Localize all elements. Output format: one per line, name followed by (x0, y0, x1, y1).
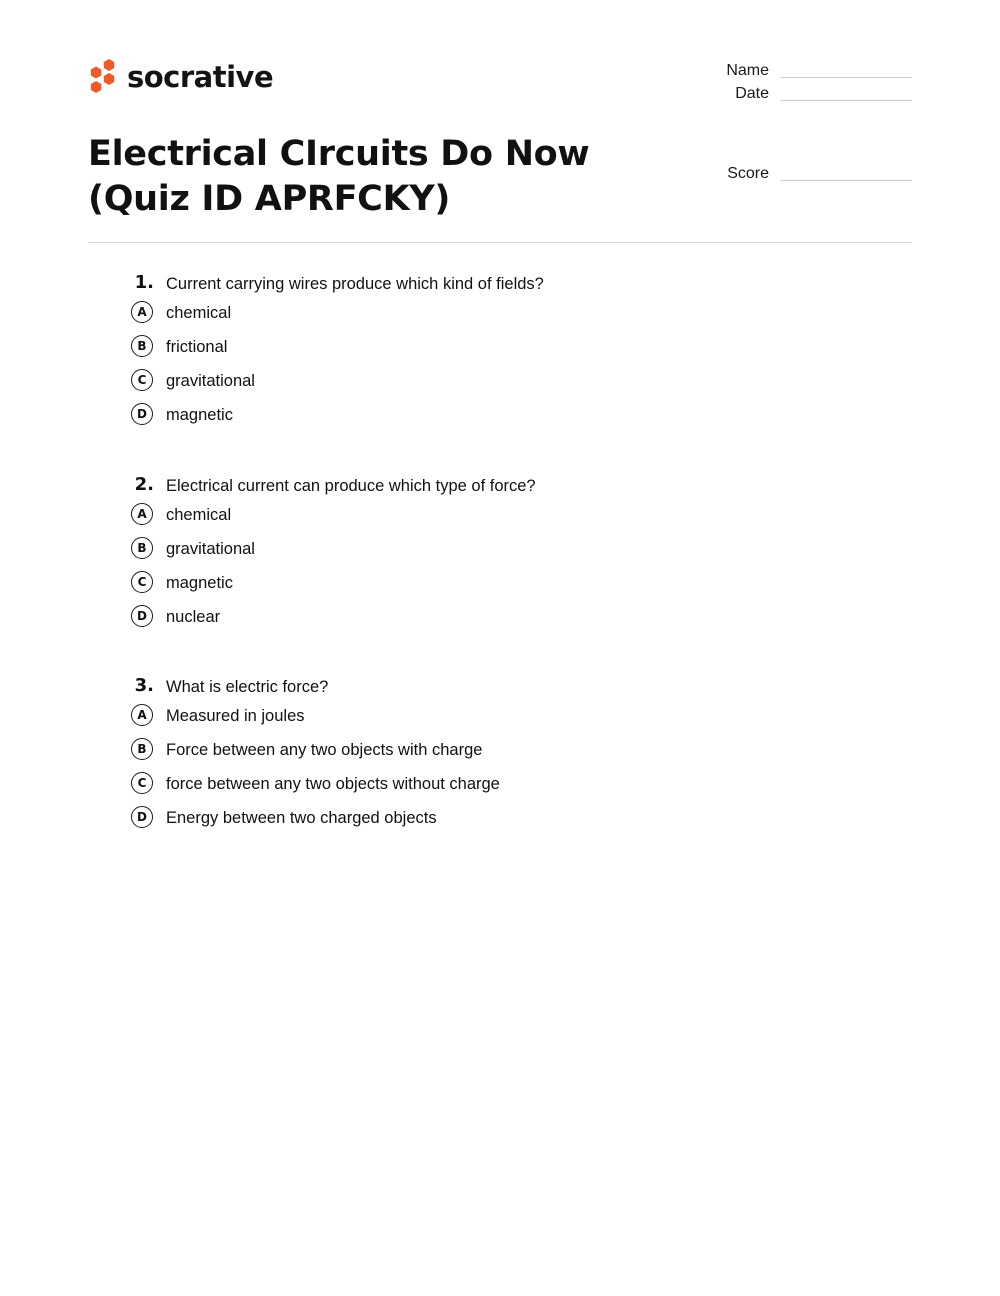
question-number: 1. (134, 272, 154, 293)
score-line[interactable] (780, 180, 912, 181)
choice-a[interactable] (130, 298, 830, 332)
choice-text: gravitational (166, 372, 255, 390)
choice-d[interactable] (130, 602, 830, 636)
choice-text: chemical (166, 506, 232, 524)
question-1 (130, 270, 830, 434)
socrative-logo (88, 56, 273, 100)
answer-bubble-a[interactable]: A (131, 301, 153, 323)
choice-text: Force between any two objects with charge (166, 741, 483, 759)
choice-text: force between any two objects without charge (166, 775, 500, 793)
answer-bubble-c[interactable]: C (131, 772, 153, 794)
answer-bubble-c[interactable]: C (131, 571, 153, 593)
choice-d[interactable] (130, 803, 830, 837)
name-line[interactable] (780, 77, 912, 78)
choice-a[interactable] (130, 500, 830, 534)
score-field[interactable] (708, 159, 912, 183)
name-field[interactable] (708, 56, 912, 80)
answer-bubble-c[interactable]: C (131, 369, 153, 391)
choice-text: gravitational (166, 540, 255, 558)
header-divider (88, 242, 912, 243)
question-number: 3. (134, 675, 154, 696)
choice-c[interactable] (130, 769, 830, 803)
answer-bubble-b[interactable]: B (131, 738, 153, 760)
choice-b[interactable] (130, 735, 830, 769)
choice-text: chemical (166, 304, 232, 322)
worksheet-header (88, 56, 912, 244)
name-label: Name (726, 62, 769, 79)
choice-b[interactable] (130, 332, 830, 366)
page-title: Electrical CIrcuits Do Now (Quiz ID APRFCKY) (88, 134, 590, 219)
choice-b[interactable] (130, 534, 830, 568)
answer-bubble-b[interactable]: B (131, 335, 153, 357)
date-field[interactable] (708, 79, 912, 103)
choice-d[interactable] (130, 400, 830, 434)
choice-c[interactable] (130, 366, 830, 400)
question-2 (130, 472, 830, 636)
score-label: Score (727, 165, 769, 182)
choice-text: nuclear (166, 608, 221, 626)
choice-c[interactable] (130, 568, 830, 602)
answer-bubble-b[interactable]: B (131, 537, 153, 559)
choice-text: Measured in joules (166, 707, 305, 725)
choice-text: magnetic (166, 574, 233, 592)
choice-a[interactable] (130, 701, 830, 735)
answer-bubble-d[interactable]: D (131, 403, 153, 425)
question-text: Electrical current can produce which type of force? (166, 477, 536, 495)
question-number: 2. (134, 474, 154, 495)
question-text: What is electric force? (166, 678, 329, 696)
choice-text: Energy between two charged objects (166, 809, 437, 827)
question-3 (130, 673, 830, 837)
answer-bubble-a[interactable]: A (131, 704, 153, 726)
date-line[interactable] (780, 100, 912, 101)
answer-bubble-a[interactable]: A (131, 503, 153, 525)
question-text: Current carrying wires produce which kind of fields? (166, 275, 544, 293)
answer-bubble-d[interactable]: D (131, 806, 153, 828)
brand-name: socrative (127, 59, 274, 94)
choice-text: frictional (166, 338, 228, 356)
date-label: Date (735, 85, 769, 102)
choice-text: magnetic (166, 406, 233, 424)
answer-bubble-d[interactable]: D (131, 605, 153, 627)
hexagon-cluster-icon (88, 58, 118, 98)
